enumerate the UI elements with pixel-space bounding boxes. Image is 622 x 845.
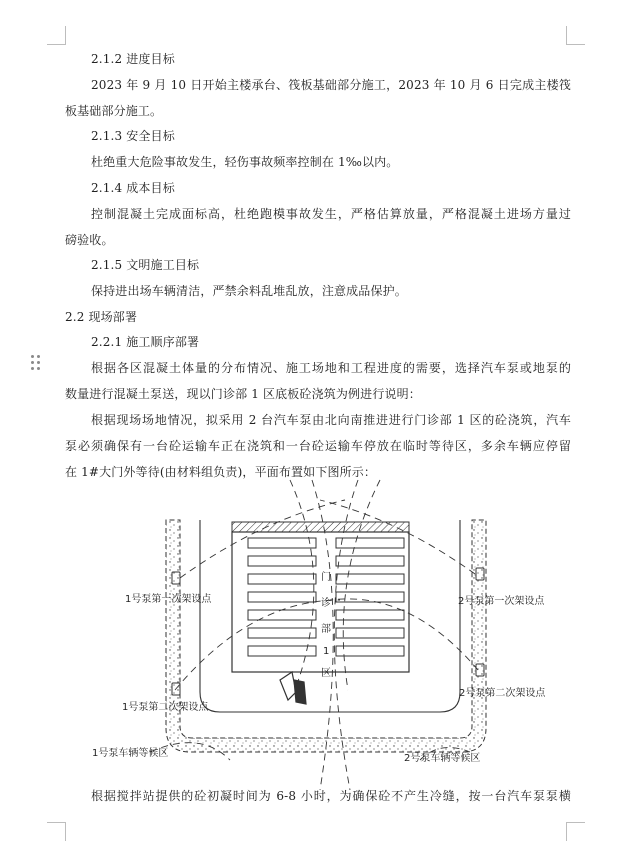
floor-plate xyxy=(248,556,316,566)
paragraph-civilized: 保持进出场车辆清洁，严禁余料乱堆乱放，注意成品保护。 xyxy=(91,284,407,298)
paragraph-cost-line-1: 控制混凝土完成面标高，杜绝跑模事故发生，严格估算放量，严格混凝土进场方量过 xyxy=(91,207,571,221)
paragraph-layout-line-1: 根据现场场地情况，拟采用 2 台汽车泵由北向南推进进行门诊部 1 区的砼浇筑，汽车 xyxy=(91,413,571,427)
building-outline xyxy=(232,522,409,672)
heading-2-1-2: 2.1.2 进度目标 xyxy=(91,52,175,66)
floor-plate xyxy=(336,592,404,602)
pump-2-waiting-area-label: 2号泵车辆等候区 xyxy=(404,753,481,764)
paragraph-sequence-line-1: 根据各区混凝土体量的分布情况、施工场地和工程进度的需要，选择汽车泵或地泵的 xyxy=(91,361,571,375)
heading-2-2: 2.2 现场部署 xyxy=(65,310,138,324)
paragraph-cost-line-2: 磅验收。 xyxy=(65,233,114,247)
floor-plate xyxy=(248,628,316,638)
building-label-char: 诊 xyxy=(321,598,331,609)
building-label-char: 1 xyxy=(323,646,330,657)
floor-plate xyxy=(248,592,316,602)
pump-1-first-setup-label: 1号泵第一次架设点 xyxy=(125,594,212,605)
floor-plate xyxy=(248,646,316,656)
floor-plate xyxy=(336,628,404,638)
floor-plate xyxy=(336,646,404,656)
heading-2-1-4: 2.1.4 成本目标 xyxy=(91,181,175,195)
floor-plates xyxy=(248,538,404,656)
paragraph-safety: 杜绝重大危险事故发生，轻伤事故频率控制在 1‰以内。 xyxy=(91,155,399,169)
building-label-char: 部 xyxy=(321,624,331,635)
heading-2-1-5: 2.1.5 文明施工目标 xyxy=(91,258,200,272)
building-label-char: 区 xyxy=(321,668,331,679)
floor-plate xyxy=(336,556,404,566)
pump-2-second-setup-label: 2号泵第二次架设点 xyxy=(459,688,546,699)
paragraph-progress-line-2: 板基础部分施工。 xyxy=(65,104,163,118)
floor-plate xyxy=(248,574,316,584)
floor-plate xyxy=(336,610,404,620)
floor-plate xyxy=(248,538,316,548)
paragraph-sequence-line-2: 数量进行混凝土泵送，现以门诊部 1 区底板砼浇筑为例进行说明： xyxy=(65,387,421,401)
pump-1-waiting-area-label: 1号泵车辆等候区 xyxy=(92,748,169,759)
floor-plate xyxy=(336,538,404,548)
site-boundary xyxy=(200,520,460,712)
paragraph-progress-line-1: 2023 年 9 月 10 日开始主楼承台、筏板基础部分施工，2023 年 10 月 6 日完成主楼筏 xyxy=(91,78,571,92)
pump-1-second-setup-label: 1号泵第二次架设点 xyxy=(122,702,209,713)
entrance-ramp xyxy=(280,672,306,704)
heading-2-1-3: 2.1.3 安全目标 xyxy=(91,129,175,143)
floor-plate xyxy=(336,574,404,584)
floor-plate xyxy=(248,610,316,620)
heading-2-2-1: 2.2.1 施工顺序部署 xyxy=(91,335,200,349)
building-label-char: 门 xyxy=(321,572,331,583)
paragraph-layout-line-2: 泵必须确保有一台砼运输车正在浇筑和一台砼运输车停放在临时等待区，多余车辆应停留 xyxy=(65,439,571,453)
paragraph-layout-line-3: 在 1#大门外等待(由材料组负责)，平面布置如下图所示： xyxy=(65,465,377,479)
paragraph-bottom: 根据搅拌站提供的砼初凝时间为 6-8 小时，为确保砼不产生冷缝，按一台汽车泵泵横 xyxy=(91,789,571,803)
pump-2-first-setup-label: 2号泵第一次架设点 xyxy=(458,596,545,607)
